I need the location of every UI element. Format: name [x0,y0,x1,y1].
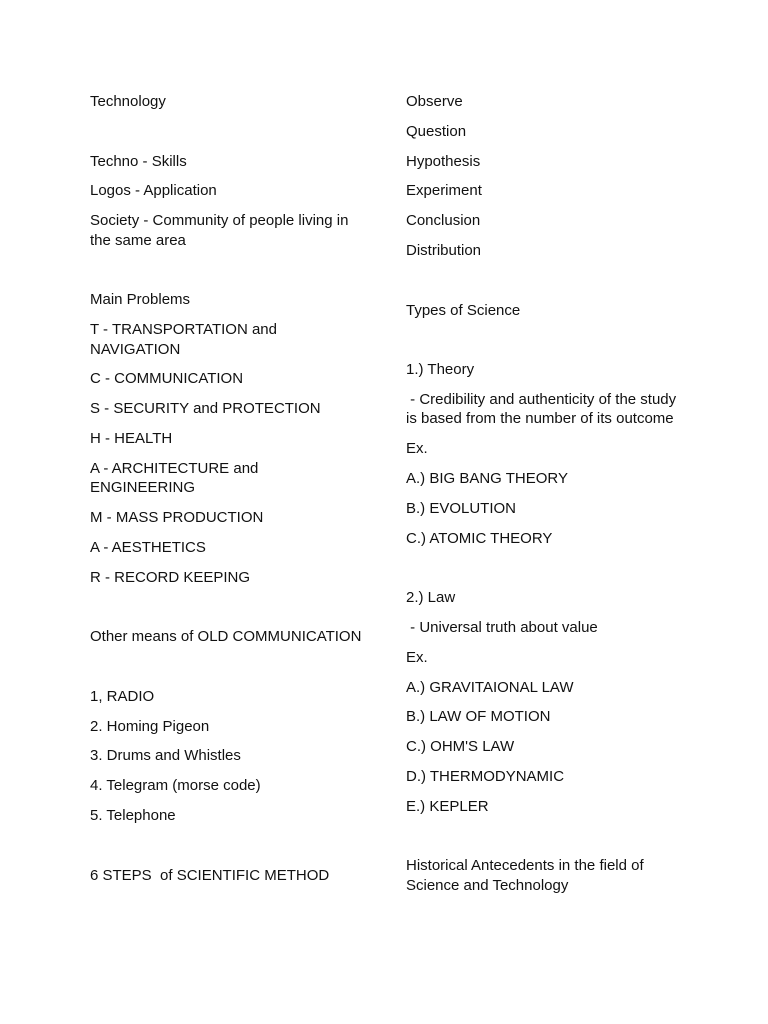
method-step-item: Hypothesis [406,152,481,170]
law-example-item: D.) THERMODYNAMIC [406,768,565,786]
law-example-item: C.) OHM'S LAW [406,738,515,756]
spacer [406,271,684,301]
left-column [90,92,362,895]
main-problem-item: M - MASS PRODUCTION [90,509,264,527]
method-step-item: Observe [406,93,463,110]
theory-heading: 1.) Theory [406,361,475,379]
old-communication-item: 3. Drums and Whistles [90,747,241,765]
law-example-item: E.) KEPLER [406,797,489,815]
law-example-item: A.) GRAVITAIONAL LAW [406,678,574,696]
theory-example-item: A.) BIG BANG THEORY [406,470,568,488]
method-step-item: Distribution [406,241,482,259]
spacer [90,597,362,627]
spacer [90,657,362,687]
main-problems-heading: Main Problems [90,291,191,309]
method-step-item: Experiment [406,182,482,200]
law-example-item: B.) LAW OF MOTION [406,708,551,726]
theory-example-item: C.) ATOMIC THEORY [406,529,553,547]
method-step-item: Question [406,122,467,140]
technology-title: Technology [90,93,166,110]
spacer [90,122,362,152]
etymology-logos: Logos - Application [90,182,217,200]
main-problem-item: S - SECURITY and PROTECTION [90,400,321,418]
main-problem-item: T - TRANSPORTATION and NAVIGATION [90,321,282,358]
scientific-method-heading: 6 STEPS of SCIENTIFIC METHOD [90,866,330,884]
historical-antecedents-heading: Historical Antecedents in the field of Science and Technology [406,857,648,894]
theory-example-label: Ex. [406,440,428,458]
law-heading: 2.) Law [406,589,456,607]
spacer [406,330,684,360]
main-problem-item: R - RECORD KEEPING [90,568,251,586]
etymology-techno: Techno - Skills [90,152,187,170]
spacer [406,558,684,588]
etymology-society: Society - Community of people living in the same area [90,212,353,249]
law-example-label: Ex. [406,648,428,666]
old-communication-item: 2. Homing Pigeon [90,717,210,735]
spacer [90,260,362,290]
theory-definition: - Credibility and authenticity of the study is based from the number of its outcome [406,390,681,428]
old-communication-heading: Other means of OLD COMMUNICATION [90,628,362,646]
old-communication-item: 4. Telegram (morse code) [90,777,261,795]
main-problem-item: A - ARCHITECTURE and ENGINEERING [90,459,263,497]
main-problem-item: A - AESTHETICS [90,538,206,556]
method-step-item: Conclusion [406,212,481,230]
theory-example-item: B.) EVOLUTION [406,499,517,517]
old-communication-item: 1, RADIO [90,687,155,705]
spacer [406,827,684,857]
spacer [90,836,362,866]
main-problem-item: C - COMMUNICATION [90,370,244,388]
types-of-science-heading: Types of Science [406,301,521,319]
main-problem-item: H - HEALTH [90,429,173,447]
law-definition: - Universal truth about value [406,619,598,637]
right-column [406,92,684,906]
old-communication-item: 5. Telephone [90,807,176,825]
